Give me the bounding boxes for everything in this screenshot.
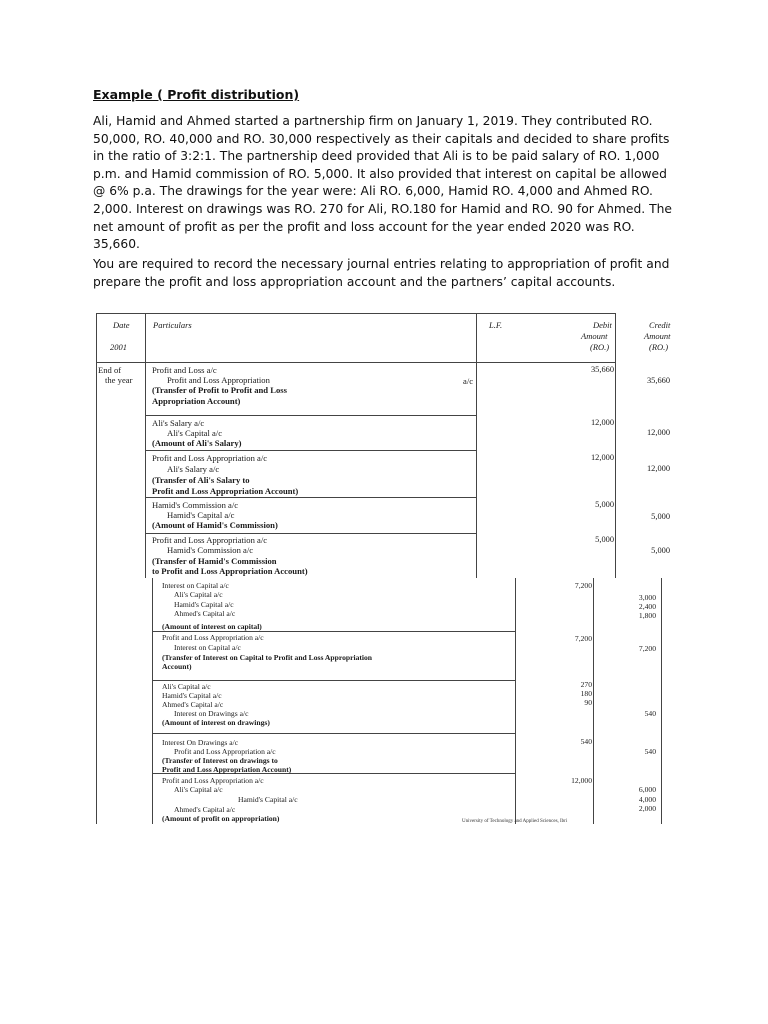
entry5-line: Profit and Loss Appropriation a/c bbox=[152, 535, 268, 545]
example-heading: Example ( Profit distribution) bbox=[93, 87, 300, 102]
entryA-debit: 7,200 bbox=[574, 581, 592, 590]
entryA-credit-hamid: 2,400 bbox=[638, 602, 656, 611]
entry3-narration: (Transfer of Ali's Salary to bbox=[152, 475, 250, 485]
entryB-credit: 7,200 bbox=[638, 644, 656, 653]
entry3-debit: 12,000 bbox=[590, 453, 614, 462]
entry5-debit: 5,000 bbox=[595, 535, 614, 544]
journal-table-2 bbox=[96, 578, 696, 828]
entry3-credit: 12,000 bbox=[646, 464, 670, 473]
entry1-narration: (Transfer of Profit to Profit and Loss bbox=[152, 385, 287, 395]
entry2-line: Ali's Salary a/c bbox=[152, 418, 205, 428]
entry2-credit: 12,000 bbox=[646, 428, 670, 437]
entry5-credit: 5,000 bbox=[651, 546, 670, 555]
entryC-line: Ali's Capital a/c bbox=[162, 682, 211, 691]
entry3-line: Profit and Loss Appropriation a/c bbox=[152, 453, 268, 463]
header-date: Date bbox=[113, 320, 130, 330]
entry4-narration: (Amount of Hamid's Commission) bbox=[152, 520, 278, 530]
entryA-line: Ahmed's Capital a/c bbox=[174, 609, 236, 618]
entry2-debit: 12,000 bbox=[590, 418, 614, 427]
header-debit-3: (RO.) bbox=[590, 342, 610, 352]
entryE-credit-ali: 6,000 bbox=[638, 785, 656, 794]
entry4-line: Hamid's Capital a/c bbox=[167, 510, 235, 520]
entry4-credit: 5,000 bbox=[651, 512, 670, 521]
entryD-credit: 540 bbox=[644, 747, 656, 756]
problem-paragraph: Ali, Hamid and Ahmed started a partnership firm on January 1, 2019. They contributed RO. 50,000, RO. 40,000 and RO. 30,000 respectively as their capitals and decided to share profits in the ratio of 3:2:1. The partnership deed provided that Ali is to be paid salary of RO. 1,000 p.m. and Hamid commission of RO. 5,000. It also provided that interest on capital be allowed @ 6% p.a. The drawings for the year were: Ali RO. 6,000, Hamid RO. 4,000 and Ahmed RO. 2,000. Interest on drawings was RO. 270 for Ali, RO.180 for Hamid and RO. 90 for Ahmed. The net amount of profit as per the profit and loss account for the year ended 2020 was RO. 35,660. bbox=[93, 114, 672, 252]
entryD-line: Profit and Loss Appropriation a/c bbox=[174, 747, 276, 756]
entry1-credit: 35,660 bbox=[646, 376, 670, 385]
date-the-year: the year bbox=[105, 375, 133, 385]
entryE-line: Hamid's Capital a/c bbox=[238, 795, 298, 804]
entryB-narration: Account) bbox=[162, 662, 192, 671]
entryA-credit-ahmed: 1,800 bbox=[638, 611, 656, 620]
entryD-debit: 540 bbox=[580, 737, 592, 746]
entry5-narration: to Profit and Loss Appropriation Account) bbox=[152, 566, 308, 576]
entryA-line: Ali's Capital a/c bbox=[174, 590, 223, 599]
date-end-of: End of bbox=[98, 365, 122, 375]
entry1-debit: 35,660 bbox=[590, 365, 614, 374]
entry1-line: Profit and Loss a/c bbox=[152, 365, 217, 375]
entryC-debit-ali: 270 bbox=[580, 680, 592, 689]
entryC-credit: 540 bbox=[644, 709, 656, 718]
header-debit-1: Debit bbox=[593, 320, 612, 330]
entryC-debit-hamid: 180 bbox=[580, 689, 592, 698]
journal-table-1 bbox=[96, 313, 673, 578]
header-credit-1: Credit bbox=[649, 320, 671, 330]
entryA-line: Interest on Capital a/c bbox=[162, 581, 229, 590]
entryD-narration: Profit and Loss Appropriation Account) bbox=[162, 765, 292, 774]
entryC-line: Hamid's Capital a/c bbox=[162, 691, 222, 700]
entry4-debit: 5,000 bbox=[595, 500, 614, 509]
entryA-line: Hamid's Capital a/c bbox=[174, 600, 234, 609]
entryE-line: Profit and Loss Appropriation a/c bbox=[162, 776, 264, 785]
entryA-narration: (Amount of interest on capital) bbox=[162, 622, 262, 631]
entryE-line: Ahmed's Capital a/c bbox=[174, 805, 236, 814]
entry2-line: Ali's Capital a/c bbox=[167, 428, 223, 438]
entryC-narration: (Amount of interest on drawings) bbox=[162, 718, 270, 727]
header-lf: L.F. bbox=[489, 320, 503, 330]
entryB-narration: (Transfer of Interest on Capital to Profit and Loss Appropriation bbox=[162, 653, 373, 662]
entry1-ac: a/c bbox=[463, 376, 474, 386]
entryE-credit-ahmed: 2,000 bbox=[638, 804, 656, 813]
entryE-narration: (Amount of profit on appropriation) bbox=[162, 814, 280, 823]
entry3-line: Ali's Salary a/c bbox=[167, 464, 220, 474]
entryD-line: Interest On Drawings a/c bbox=[162, 738, 239, 747]
entry1-line: Profit and Loss Appropriation bbox=[167, 375, 270, 385]
entryE-line: Ali's Capital a/c bbox=[174, 785, 223, 794]
entry2-narration: (Amount of Ali's Salary) bbox=[152, 438, 242, 448]
entryC-line: Ahmed's Capital a/c bbox=[162, 700, 224, 709]
entryC-line: Interest on Drawings a/c bbox=[174, 709, 249, 718]
header-year: 2001 bbox=[110, 342, 127, 352]
footer-university: University of Technology and Applied Sciences, Ibri bbox=[462, 819, 568, 824]
entry4-line: Hamid's Commission a/c bbox=[152, 500, 239, 510]
entryB-debit: 7,200 bbox=[574, 634, 592, 643]
entryE-debit: 12,000 bbox=[571, 776, 592, 785]
entry1-narration: Appropriation Account) bbox=[152, 396, 241, 406]
header-particulars: Particulars bbox=[153, 320, 192, 330]
entry3-narration: Profit and Loss Appropriation Account) bbox=[152, 486, 299, 496]
entryB-line: Interest on Capital a/c bbox=[174, 643, 241, 652]
entryC-debit-ahmed: 90 bbox=[584, 698, 592, 707]
entry5-narration: (Transfer of Hamid's Commission bbox=[152, 556, 277, 566]
entryA-credit-ali: 3,000 bbox=[638, 593, 656, 602]
header-credit-2: Amount bbox=[644, 331, 671, 341]
entryB-line: Profit and Loss Appropriation a/c bbox=[162, 633, 264, 642]
entryD-narration: (Transfer of Interest on drawings to bbox=[162, 756, 278, 765]
entry5-line: Hamid's Commission a/c bbox=[167, 545, 254, 555]
header-credit-3: (RO.) bbox=[649, 342, 669, 352]
instruction-paragraph: You are required to record the necessary journal entries relating to appropriation of profit and prepare the profit and loss appropriation account and the partners’ capital accounts. bbox=[93, 257, 670, 289]
header-debit-2: Amount bbox=[581, 331, 608, 341]
entryE-credit-hamid: 4,000 bbox=[638, 795, 656, 804]
